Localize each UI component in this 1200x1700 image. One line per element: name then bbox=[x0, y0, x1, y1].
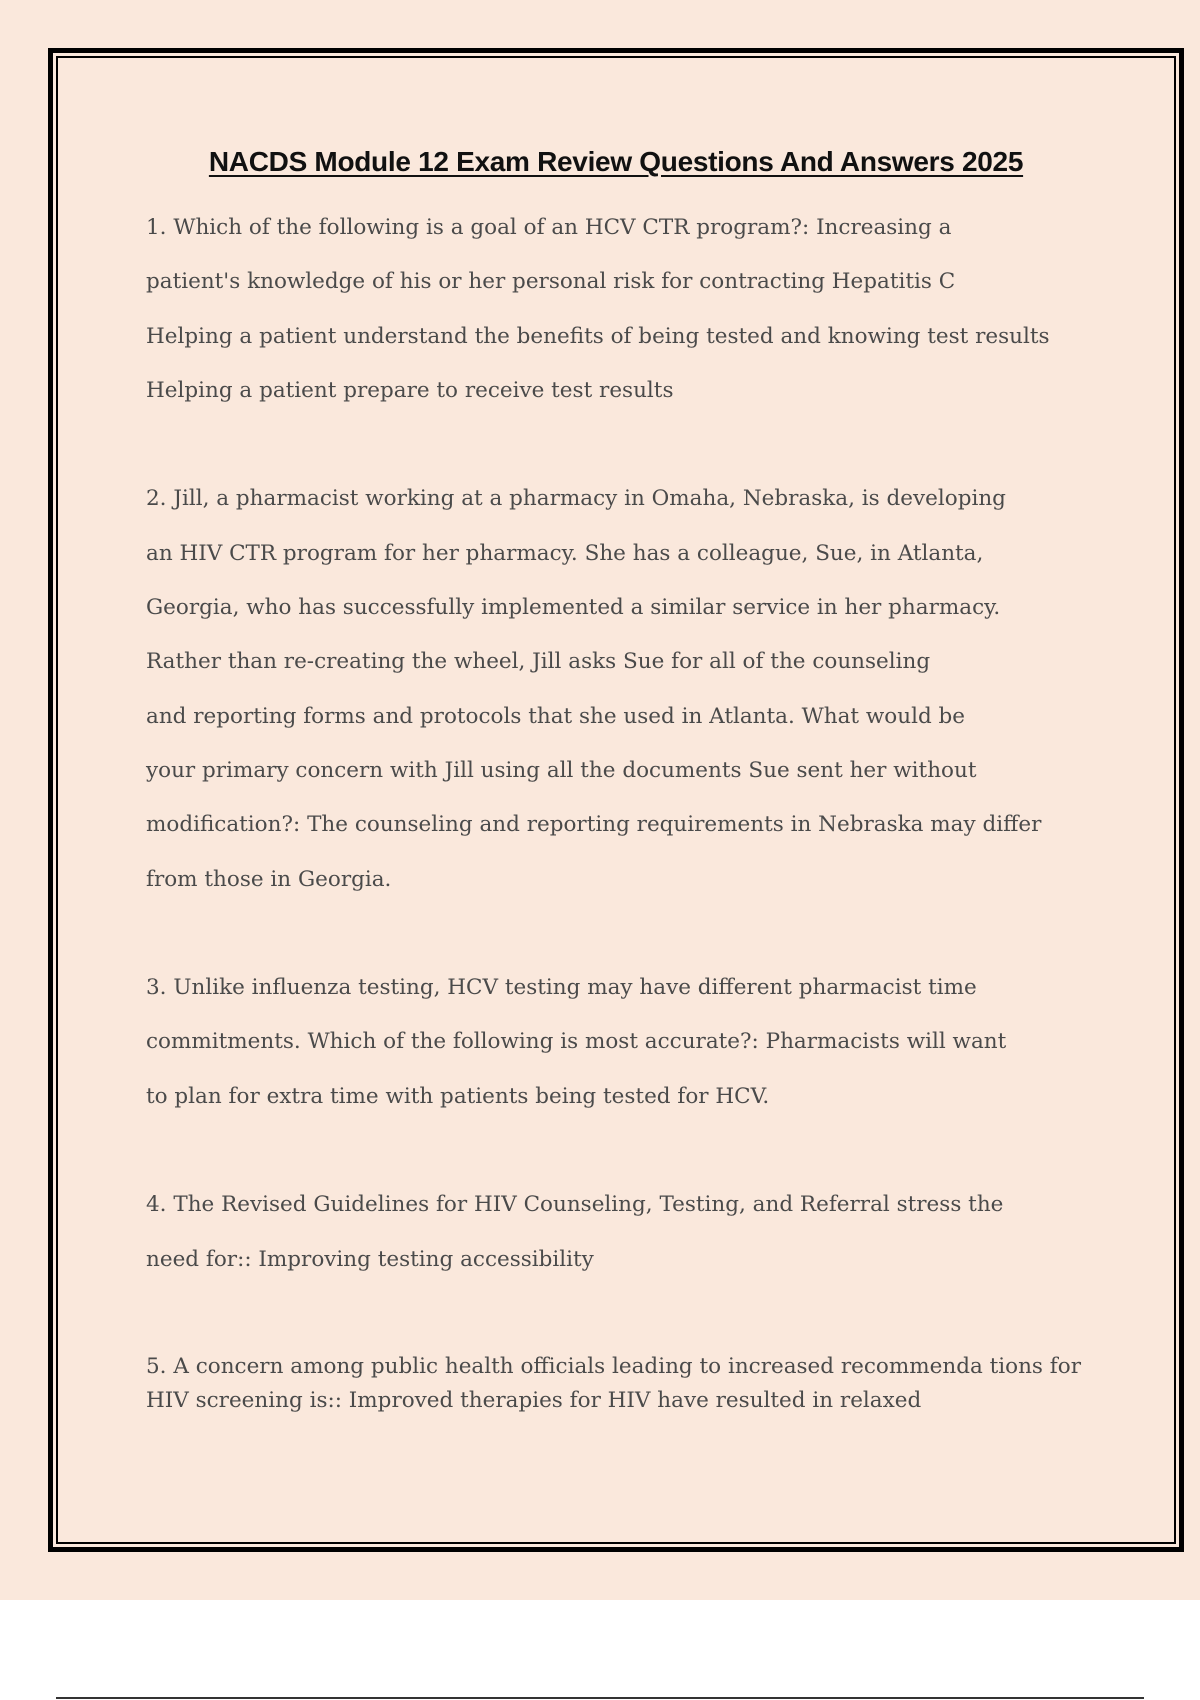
question-line: to plan for extra time with patients being tested for HCV. bbox=[146, 1083, 770, 1109]
question-line: Helping a patient understand the benefits of being tested and knowing test results bbox=[146, 323, 1050, 349]
paragraph-gap bbox=[146, 916, 1076, 970]
paragraph-gap bbox=[146, 427, 1076, 481]
question-1 bbox=[146, 210, 1076, 427]
question-line: 3. Unlike influenza testing, HCV testing may have different pharmacist time bbox=[146, 975, 977, 1001]
question-line: Georgia, who has successfully implemented a similar service in her pharmacy. bbox=[146, 595, 1001, 621]
question-line: 2. Jill, a pharmacist working at a pharmacy in Omaha, Nebraska, is developing bbox=[146, 486, 1006, 512]
question-line: 5. A concern among public health officials leading to increased recommenda tions for bbox=[146, 1354, 1081, 1380]
question-line: patient's knowledge of his or her personal risk for contracting Hepatitis C bbox=[146, 269, 956, 295]
question-2 bbox=[146, 481, 1076, 915]
question-line: Helping a patient prepare to receive test results bbox=[146, 377, 674, 403]
question-line: commitments. Which of the following is most accurate?: Pharmacists will want bbox=[146, 1029, 1007, 1055]
question-line: an HIV CTR program for her pharmacy. She has a colleague, Sue, in Atlanta, bbox=[146, 540, 984, 566]
question-5 bbox=[146, 1350, 1081, 1418]
question-line: 4. The Revised Guidelines for HIV Counseling, Testing, and Referral stress the bbox=[146, 1192, 1004, 1218]
questions-list bbox=[146, 210, 1081, 1418]
question-3 bbox=[146, 970, 1076, 1133]
question-line: HIV screening is:: Improved therapies for HIV have resulted in relaxed bbox=[146, 1388, 922, 1414]
question-line: and reporting forms and protocols that she used in Atlanta. What would be bbox=[146, 703, 966, 729]
question-line: need for:: Improving testing accessibility bbox=[146, 1246, 594, 1272]
question-line: Rather than re-creating the wheel, Jill asks Sue for all of the counseling bbox=[146, 649, 931, 675]
question-4 bbox=[146, 1187, 1076, 1296]
document-title: NACDS Module 12 Exam Review Questions And Answers 2025 bbox=[208, 146, 1024, 177]
footer-rule bbox=[56, 1697, 1144, 1699]
paragraph-gap bbox=[146, 1133, 1076, 1187]
question-line: from those in Georgia. bbox=[146, 866, 392, 892]
question-line: your primary concern with Jill using all the documents Sue sent her without bbox=[146, 757, 977, 783]
question-line: 1. Which of the following is a goal of an HCV CTR program?: Increasing a bbox=[146, 215, 952, 240]
question-line: modification?: The counseling and reporting requirements in Nebraska may differ bbox=[146, 812, 1042, 838]
paragraph-gap bbox=[146, 1296, 1076, 1350]
